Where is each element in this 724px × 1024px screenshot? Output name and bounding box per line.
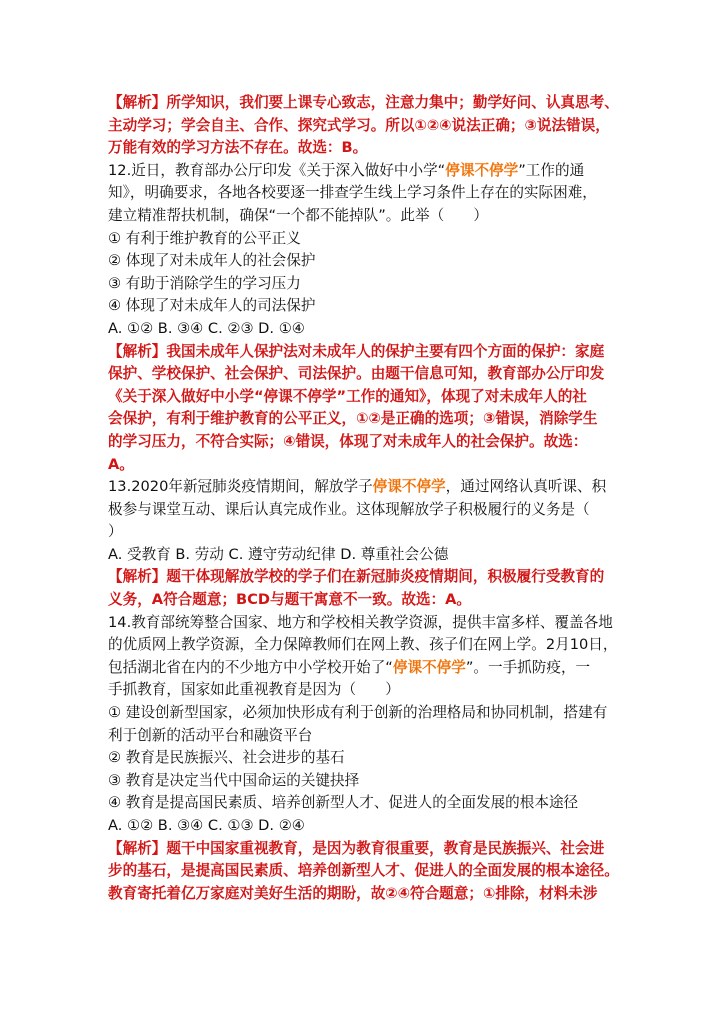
line-text: ③ 有助于消除学生的学习压力 (108, 274, 301, 292)
question-line (108, 228, 628, 251)
question-line (108, 747, 628, 770)
highlight-keyword: 停课不停学 (445, 161, 519, 179)
line-text: 13.2020年新冠肺炎疫情期间，解放学子 (108, 478, 373, 496)
analysis-line (108, 115, 628, 138)
question-line (108, 792, 628, 815)
line-text: ④ 体现了对未成年人的司法保护 (108, 297, 316, 315)
line-text: A. 受教育 B. 劳动 C. 遵守劳动纪律 D. 尊重社会公德 (108, 545, 449, 563)
question-line (108, 634, 628, 657)
analysis-line (108, 566, 628, 589)
line-text: ② 体现了对未成年人的社会保护 (108, 252, 316, 270)
analysis-line (108, 431, 628, 454)
question-line (108, 770, 628, 793)
line-text: ④ 教育是提高国民素质、培养创新型人才、促进人的全面发展的根本途径 (108, 794, 579, 812)
analysis-line (108, 408, 628, 431)
line-text: 的优质网上教学资源，全力保障教师们在网上教、孩子们在网上学。2月10日， (108, 636, 618, 654)
line-text: 教育寄托着亿万家庭对美好生活的期盼，故②④符合题意；①排除，材料未涉 (108, 884, 598, 902)
analysis-line (108, 341, 628, 364)
line-text: ”工作的通 (518, 161, 585, 179)
question-line (108, 544, 628, 567)
line-text: 【解析】题干中国家重视教育，是因为教育很重要，教育是民族振兴、社会进 (108, 839, 605, 857)
line-text: 保护、学校保护、社会保护、司法保护。由题干信息可知，教育部办公厅印发 (108, 365, 605, 383)
line-text: 主动学习；学会自主、合作、探究式学习。所以①②④说法正确；③说法错误， (108, 116, 610, 134)
line-text: ① 有利于维护教育的公平正义 (108, 229, 301, 247)
highlight-keyword: 停课不停学 (372, 478, 446, 496)
line-text: A. ①② B. ③④ C. ②③ D. ①④ (108, 319, 305, 337)
line-text: 【解析】所学知识，我们要上课专心致志，注意力集中；勤学好问、认真思考、 (108, 94, 619, 111)
line-text: 【解析】题干体现解放学校的学子们在新冠肺炎疫情期间，积极履行受教育的 (108, 568, 605, 586)
line-text: ② 教育是民族振兴、社会进步的基石 (108, 749, 345, 767)
question-line (108, 499, 628, 522)
analysis-line (108, 363, 628, 386)
question-line (108, 725, 628, 748)
line-text: 的学习压力，不符合实际；④错误，体现了对未成年人的社会保护。故选： (108, 432, 588, 450)
line-text: ”。一手抓防疫，一 (465, 658, 591, 676)
line-text: 极参与课堂互动、课后认真完成作业。这体现解放学子积极履行的义务是（ (108, 500, 590, 518)
line-text: 12.近日，教育部办公厅印发《关于深入做好中小学“ (108, 161, 446, 179)
line-text: ① 建设创新型国家，必须加快形成有利于创新的治理格局和协同机制，搭建有 (108, 704, 608, 722)
analysis-line (108, 386, 628, 409)
line-text: 《关于深入做好中小学“停课不停学”工作的通知》，体现了对未成年人的社 (108, 387, 587, 405)
question-line (108, 702, 628, 725)
line-text: 【解析】我国未成年人保护法对未成年人的保护主要有四个方面的保护：家庭 (108, 342, 605, 360)
question-line (108, 160, 628, 183)
highlight-keyword: 停课不停学 (392, 658, 466, 676)
analysis-line (108, 860, 628, 883)
line-text: 会保护，有利于维护教育的公平正义，①②是正确的选项；③错误，消除学生 (108, 410, 598, 428)
analysis-line (108, 454, 628, 477)
question-line (108, 273, 628, 296)
line-text: 义务，A符合题意；BCD与题干寓意不一致。故选：A。 (108, 591, 472, 609)
line-text: ） (108, 523, 123, 541)
question-line (108, 250, 628, 273)
question-line (108, 657, 628, 680)
question-line (108, 612, 628, 635)
line-text: ③ 教育是决定当代中国命运的关键抉择 (108, 771, 360, 789)
line-text: 步的基石，是提高国民素质、培养创新型人才、促进人的全面发展的根本途径。 (108, 862, 619, 880)
analysis-line (108, 838, 628, 861)
line-text: A。 (108, 455, 134, 473)
question-line (108, 521, 628, 544)
analysis-line (108, 92, 628, 115)
question-line (108, 182, 628, 205)
question-line (108, 295, 628, 318)
line-text: ，通过网络认真听课、积 (445, 478, 607, 496)
question-line (108, 815, 628, 838)
line-text: 建立精准帮扶机制，确保“一个都不能掉队”。此举（ ） (108, 206, 488, 224)
line-text: 知》，明确要求，各地各校要逐一排查学生线上学习条件上存在的实际困难， (108, 184, 597, 202)
question-line (108, 205, 628, 228)
line-text: 包括湖北省在内的不少地方中小学校开始了“ (108, 658, 393, 676)
line-text: 手抓教育，国家如此重视教育是因为（ ） (108, 681, 400, 699)
question-line (108, 679, 628, 702)
question-line (108, 318, 628, 341)
question-line (108, 476, 628, 499)
analysis-line (108, 589, 628, 612)
line-text: 万能有效的学习方法不存在。故选：B。 (108, 139, 368, 157)
document-page (108, 92, 628, 905)
line-text: 14.教育部统筹整合国家、地方和学校相关教学资源，提供丰富多样、覆盖各地 (108, 613, 613, 631)
analysis-line (108, 883, 628, 906)
analysis-line (108, 137, 628, 160)
line-text: A. ①② B. ③④ C. ①③ D. ②④ (108, 817, 305, 834)
line-text: 利于创新的活动平台和融资平台 (108, 726, 313, 744)
